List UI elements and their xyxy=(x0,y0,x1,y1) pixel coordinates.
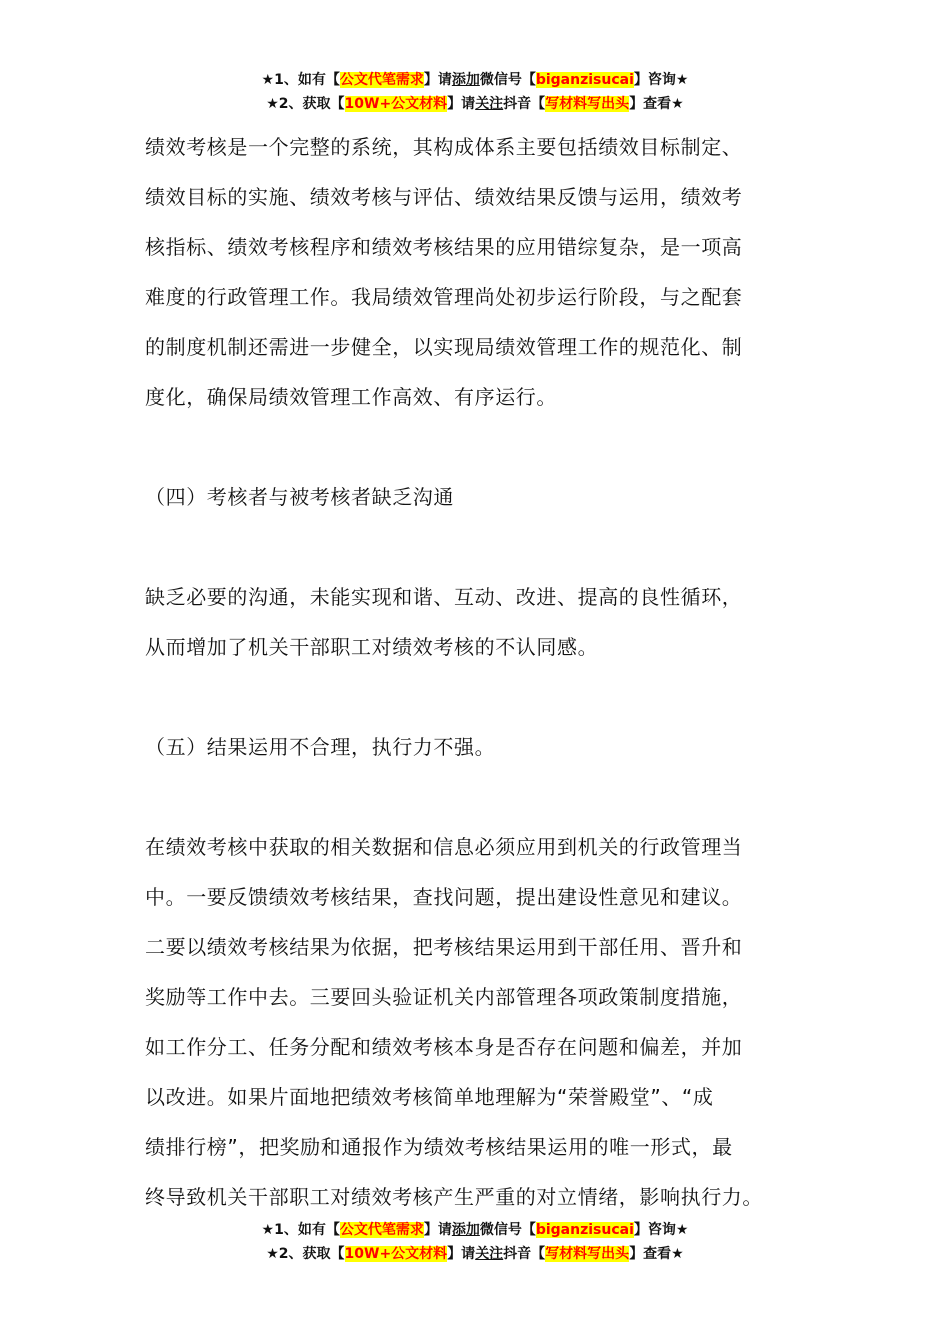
banner-text: 】请 xyxy=(447,96,476,112)
text-line: 的制度机制还需进一步健全，以实现局绩效管理工作的规范化、制 xyxy=(145,335,743,359)
highlight-douyin: 写材料写出头 xyxy=(545,96,630,112)
banner-text: 微信号【 xyxy=(479,72,536,88)
banner-underline: 关注 xyxy=(475,1246,504,1262)
banner-text: ★2、获取【 xyxy=(266,1246,345,1262)
highlight-materials: 10W+公文材料 xyxy=(344,96,448,112)
banner-text: 微信号【 xyxy=(479,1222,536,1238)
banner-underline: 添加 xyxy=(451,1222,480,1238)
paragraph-3 xyxy=(145,822,810,1222)
banner-line-2 xyxy=(0,1242,950,1266)
banner-text: 】请 xyxy=(423,1222,452,1238)
text-line: 绩效考核是一个完整的系统，其构成体系主要包括绩效目标制定、 xyxy=(145,135,743,159)
banner-text: 】查看★ xyxy=(629,96,684,112)
text-line: 从而增加了机关干部职工对绩效考核的不认同感。 xyxy=(145,635,599,659)
banner-text: 】请 xyxy=(423,72,452,88)
banner-underline: 关注 xyxy=(475,96,504,112)
banner-text: 】咨询★ xyxy=(633,1222,689,1238)
banner-line-1 xyxy=(0,68,950,92)
header-banner xyxy=(0,68,950,116)
highlight-service: 公文代笔需求 xyxy=(339,72,424,88)
banner-text: ★1、如有【 xyxy=(261,1222,340,1238)
text-line: 中。一要反馈绩效考核结果，查找问题，提出建设性意见和建议。 xyxy=(145,885,743,909)
paragraph-2 xyxy=(145,572,810,672)
banner-text: 抖音【 xyxy=(503,96,546,112)
banner-text: 】请 xyxy=(447,1246,476,1262)
text-line: 终导致机关干部职工对绩效考核产生严重的对立情绪，影响执行力。 xyxy=(145,1185,763,1209)
banner-line-2 xyxy=(0,92,950,116)
text-line: 核指标、绩效考核程序和绩效考核结果的应用错综复杂，是一项高 xyxy=(145,235,743,259)
highlight-douyin: 写材料写出头 xyxy=(545,1246,630,1262)
text-line: 如工作分工、任务分配和绩效考核本身是否存在问题和偏差，并加 xyxy=(145,1035,743,1059)
banner-underline: 添加 xyxy=(451,72,480,88)
banner-text: ★2、获取【 xyxy=(266,96,345,112)
highlight-materials: 10W+公文材料 xyxy=(344,1246,448,1262)
text-line: 奖励等工作中去。三要回头验证机关内部管理各项政策制度措施， xyxy=(145,985,743,1009)
banner-text: 】查看★ xyxy=(629,1246,684,1262)
text-line: 绩排行榜”，把奖励和通报作为绩效考核结果运用的唯一形式，最 xyxy=(145,1135,733,1159)
footer-banner xyxy=(0,1218,950,1266)
text-line: 缺乏必要的沟通，未能实现和谐、互动、改进、提高的良性循环， xyxy=(145,585,743,609)
text-line: 难度的行政管理工作。我局绩效管理尚处初步运行阶段，与之配套 xyxy=(145,285,743,309)
banner-text: 抖音【 xyxy=(503,1246,546,1262)
highlight-service: 公文代笔需求 xyxy=(339,1222,424,1238)
highlight-wechat-id: biganzisucai xyxy=(535,1222,634,1238)
section-heading-4: （四）考核者与被考核者缺乏沟通 xyxy=(145,485,454,509)
document-body xyxy=(145,122,810,1222)
highlight-wechat-id: biganzisucai xyxy=(535,72,634,88)
text-line: 度化，确保局绩效管理工作高效、有序运行。 xyxy=(145,385,557,409)
banner-text: ★1、如有【 xyxy=(261,72,340,88)
text-line: 绩效目标的实施、绩效考核与评估、绩效结果反馈与运用，绩效考 xyxy=(145,185,743,209)
text-line: 二要以绩效考核结果为依据，把考核结果运用到干部任用、晋升和 xyxy=(145,935,743,959)
text-line: 在绩效考核中获取的相关数据和信息必须应用到机关的行政管理当 xyxy=(145,835,743,859)
paragraph-1 xyxy=(145,122,810,422)
banner-line-1 xyxy=(0,1218,950,1242)
banner-text: 】咨询★ xyxy=(633,72,689,88)
text-line: 以改进。如果片面地把绩效考核简单地理解为“荣誉殿堂”、“成 xyxy=(145,1085,714,1109)
section-heading-5: （五）结果运用不合理，执行力不强。 xyxy=(145,735,496,759)
